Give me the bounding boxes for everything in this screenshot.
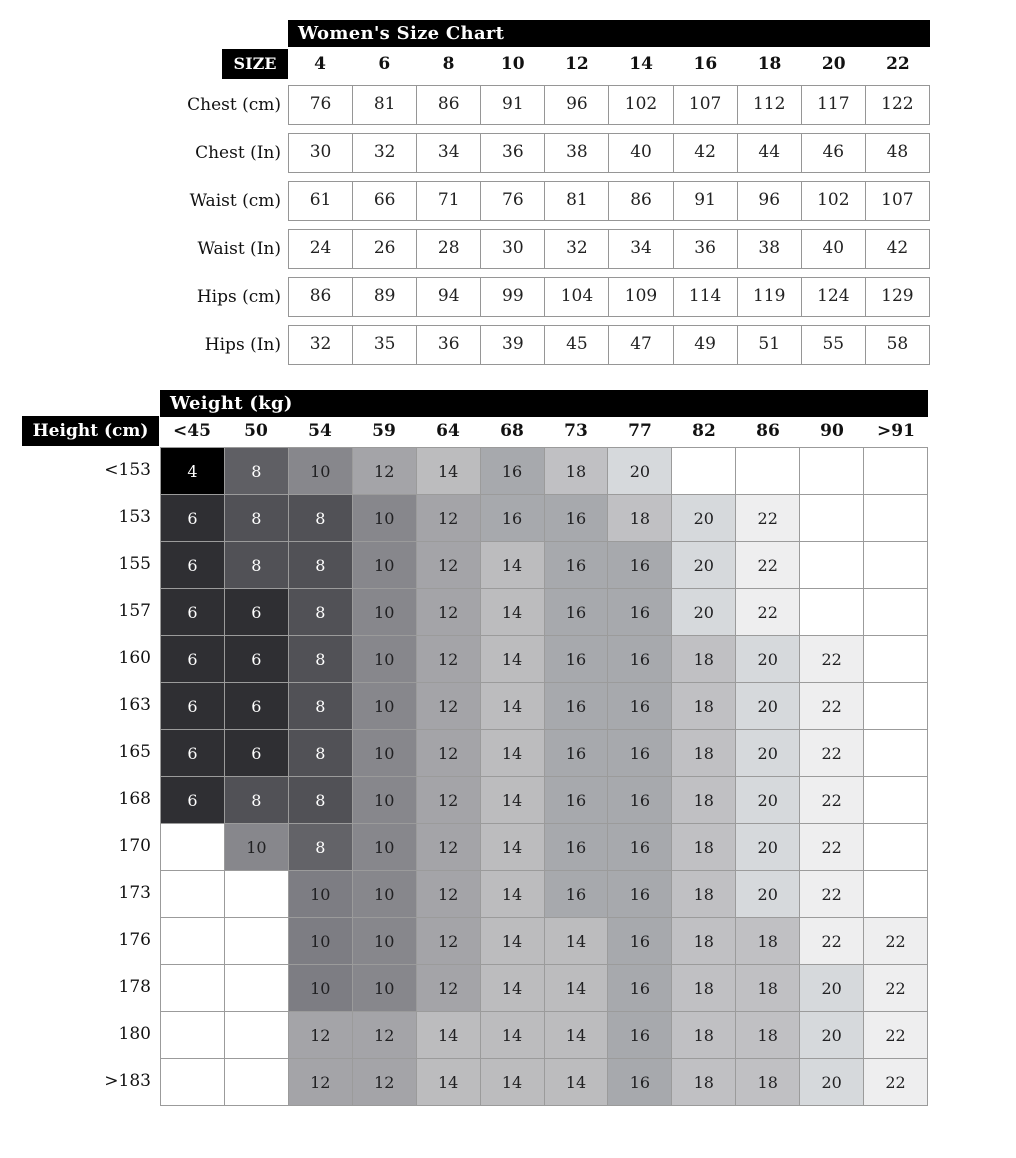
- size-finder-cell: 18: [608, 495, 672, 542]
- measure-row-label: Waist (cm): [189, 191, 281, 211]
- size-finder-cell: [161, 1012, 225, 1059]
- measure-cell: 96: [737, 182, 801, 220]
- size-finder-cell: 16: [545, 589, 609, 636]
- measure-row-label: Chest (cm): [187, 95, 281, 115]
- height-row-label: 168: [118, 789, 151, 809]
- size-finder-cell: 16: [608, 918, 672, 965]
- size-finder-cell: 6: [161, 542, 225, 589]
- size-finder-cell: 14: [417, 1012, 481, 1059]
- size-header-row: [288, 49, 930, 79]
- size-col-header: 20: [821, 54, 846, 74]
- size-col-header: 6: [378, 54, 391, 74]
- height-row-label: 160: [118, 648, 151, 668]
- height-corner-label: Height (cm): [22, 416, 159, 446]
- measure-cell: 36: [416, 326, 480, 364]
- size-finder-cell: 22: [736, 495, 800, 542]
- size-finder-cell: 22: [800, 824, 864, 871]
- size-finder-cell: 12: [353, 448, 417, 495]
- size-finder-cell: 8: [289, 777, 353, 824]
- size-finder-cell: [864, 730, 928, 777]
- size-finder-cell: 8: [225, 495, 289, 542]
- measure-row: [288, 229, 930, 269]
- measure-cell: 44: [737, 134, 801, 172]
- size-finder-cell: 16: [608, 777, 672, 824]
- size-finder-cell: 18: [736, 1059, 800, 1106]
- measure-cell: 39: [480, 326, 544, 364]
- size-finder-cell: 10: [289, 448, 353, 495]
- measure-cell: 104: [544, 278, 608, 316]
- measure-cell: 32: [352, 134, 416, 172]
- weight-col-header: >91: [877, 421, 915, 441]
- size-finder-cell: 18: [736, 918, 800, 965]
- measure-row: [288, 181, 930, 221]
- size-finder-cell: 16: [608, 730, 672, 777]
- size-finder-cell: 8: [289, 589, 353, 636]
- height-row-label: 180: [118, 1024, 151, 1044]
- size-finder-cell: 10: [353, 636, 417, 683]
- size-finder-cell: 12: [353, 1059, 417, 1106]
- size-finder-cell: 14: [481, 777, 545, 824]
- size-finder-cell: [161, 824, 225, 871]
- size-finder-cell: 12: [353, 1012, 417, 1059]
- size-finder-cell: 18: [672, 824, 736, 871]
- measure-cell: 40: [801, 230, 865, 268]
- size-finder-cell: 22: [736, 589, 800, 636]
- size-finder-cell: 6: [161, 730, 225, 777]
- size-col-header: 14: [629, 54, 653, 74]
- size-col-header: 22: [886, 54, 910, 74]
- measure-row: [288, 85, 930, 125]
- size-finder-cell: 14: [481, 1012, 545, 1059]
- size-finder-cell: 14: [481, 824, 545, 871]
- measure-cell: 102: [608, 86, 672, 124]
- height-row-label: 173: [118, 883, 151, 903]
- size-finder-cell: 20: [672, 589, 736, 636]
- size-finder-cell: 12: [417, 965, 481, 1012]
- size-finder-cell: 22: [800, 683, 864, 730]
- measure-cell: 36: [673, 230, 737, 268]
- size-finder-cell: 20: [736, 683, 800, 730]
- measure-cell: 86: [309, 286, 332, 306]
- weight-col-header: 64: [436, 421, 460, 441]
- measure-cell: 49: [673, 326, 737, 364]
- size-finder-cell: 10: [353, 730, 417, 777]
- size-finder-cell: 6: [161, 495, 225, 542]
- size-finder-cell: [161, 965, 225, 1012]
- size-finder-cell: 20: [800, 965, 864, 1012]
- measure-row-label: Hips (In): [204, 335, 281, 355]
- measure-cell: 45: [544, 326, 608, 364]
- size-finder-cell: 16: [481, 495, 545, 542]
- weight-col-header: 86: [756, 421, 780, 441]
- measure-cell: 34: [608, 230, 672, 268]
- weight-col-header: <45: [173, 421, 211, 441]
- size-finder-cell: 10: [225, 824, 289, 871]
- size-finder-cell: 12: [417, 824, 481, 871]
- measure-cell: 99: [480, 278, 544, 316]
- height-row-label: 170: [118, 836, 151, 856]
- size-finder-cell: 16: [608, 683, 672, 730]
- size-finder-cell: 16: [545, 730, 609, 777]
- measure-cell: 117: [801, 86, 865, 124]
- size-finder-cell: 14: [545, 965, 609, 1012]
- size-finder-cell: 6: [161, 777, 225, 824]
- size-finder-cell: 18: [672, 1059, 736, 1106]
- measure-row: [288, 277, 930, 317]
- size-finder-cell: 8: [289, 683, 353, 730]
- size-finder-cell: 18: [672, 730, 736, 777]
- size-finder-cell: [225, 1012, 289, 1059]
- size-col-header: 16: [693, 54, 718, 74]
- weight-col-header: 50: [244, 421, 268, 441]
- size-finder-cell: 8: [225, 777, 289, 824]
- size-finder-cell: 14: [481, 589, 545, 636]
- size-finder-cell: 20: [736, 871, 800, 918]
- measure-cell: 114: [673, 278, 737, 316]
- size-finder-cell: 14: [481, 636, 545, 683]
- measure-cell: 124: [801, 278, 865, 316]
- size-finder-cell: 14: [545, 918, 609, 965]
- weight-title-bar: Weight (kg): [160, 390, 928, 417]
- size-finder-cell: 16: [608, 1012, 672, 1059]
- size-finder-cell: 6: [225, 730, 289, 777]
- size-finder-cell: 22: [736, 542, 800, 589]
- size-finder-cell: 22: [800, 871, 864, 918]
- size-finder-cell: [864, 824, 928, 871]
- size-col-header: 12: [565, 54, 589, 74]
- measure-cell: 107: [865, 182, 929, 220]
- size-finder-cell: [864, 448, 928, 495]
- weight-header-row: [160, 416, 928, 446]
- size-finder-cell: 10: [289, 871, 353, 918]
- size-finder-cell: 14: [417, 448, 481, 495]
- size-finder-cell: 10: [353, 683, 417, 730]
- measure-cell: 76: [480, 182, 544, 220]
- measure-cell: 51: [737, 326, 801, 364]
- size-finder-cell: 22: [864, 918, 928, 965]
- size-finder-cell: [800, 448, 864, 495]
- measure-cell: 32: [309, 334, 332, 354]
- size-finder-cell: [225, 871, 289, 918]
- size-finder-cell: [864, 495, 928, 542]
- size-finder-cell: [864, 636, 928, 683]
- size-finder-cell: 16: [608, 1059, 672, 1106]
- size-finder-cell: 18: [545, 448, 609, 495]
- measure-cell: 42: [673, 134, 737, 172]
- measure-row-label: Hips (cm): [196, 287, 281, 307]
- size-finder-cell: 12: [417, 542, 481, 589]
- measure-cell: 76: [309, 94, 332, 114]
- size-finder-cell: 16: [545, 777, 609, 824]
- measure-cell: 71: [416, 182, 480, 220]
- size-finder-cell: 10: [353, 871, 417, 918]
- size-finder-cell: 6: [161, 683, 225, 730]
- size-finder-cell: 22: [800, 777, 864, 824]
- size-finder-cell: 10: [353, 918, 417, 965]
- measure-cell: 91: [673, 182, 737, 220]
- weight-col-header: 59: [372, 421, 396, 441]
- size-finder-cell: 12: [417, 730, 481, 777]
- size-finder-cell: 14: [545, 1012, 609, 1059]
- size-finder-cell: 14: [481, 683, 545, 730]
- height-row-label: 178: [118, 977, 151, 997]
- size-finder-cell: 22: [800, 918, 864, 965]
- measure-cell: 94: [416, 278, 480, 316]
- size-finder-cell: 12: [417, 636, 481, 683]
- measure-cell: 24: [309, 238, 332, 258]
- size-finder-cell: 16: [545, 495, 609, 542]
- measure-cell: 81: [544, 182, 608, 220]
- size-finder-cell: 18: [672, 683, 736, 730]
- height-row-label: 176: [118, 930, 151, 950]
- size-corner-label: SIZE: [222, 49, 288, 79]
- size-finder-cell: 18: [736, 1012, 800, 1059]
- size-finder-cell: 20: [800, 1012, 864, 1059]
- size-col-header: 10: [500, 54, 525, 74]
- size-finder-cell: 18: [672, 636, 736, 683]
- size-finder-cell: 18: [672, 777, 736, 824]
- size-finder-cell: 14: [481, 542, 545, 589]
- size-finder-cell: [225, 965, 289, 1012]
- measure-cell: 66: [352, 182, 416, 220]
- measure-row: [288, 325, 930, 365]
- measure-cell: 102: [801, 182, 865, 220]
- size-finder-cell: [225, 918, 289, 965]
- size-finder-cell: [161, 871, 225, 918]
- size-finder-cell: [161, 1059, 225, 1106]
- measure-cell: 112: [737, 86, 801, 124]
- size-finder-cell: 16: [545, 636, 609, 683]
- size-finder-cell: 8: [289, 824, 353, 871]
- measure-cell: 42: [865, 230, 929, 268]
- size-finder-cell: 8: [289, 730, 353, 777]
- measure-cell: 46: [801, 134, 865, 172]
- measure-row: [288, 133, 930, 173]
- size-finder-cell: 6: [161, 636, 225, 683]
- size-finder-cell: 12: [417, 495, 481, 542]
- measure-cell: 86: [608, 182, 672, 220]
- size-finder-cell: 10: [353, 965, 417, 1012]
- measure-cell: 47: [608, 326, 672, 364]
- size-chart-title-bar: Women's Size Chart: [288, 20, 930, 47]
- height-row-label: 157: [118, 601, 151, 621]
- size-finder-cell: 20: [736, 824, 800, 871]
- measure-cell: 28: [416, 230, 480, 268]
- size-finder-cell: 8: [289, 542, 353, 589]
- measure-cell: 40: [608, 134, 672, 172]
- height-row-label: <153: [104, 460, 151, 480]
- size-finder-cell: 8: [225, 448, 289, 495]
- size-finder-cell: 10: [353, 495, 417, 542]
- size-finder-cell: [864, 777, 928, 824]
- size-finder-cell: 16: [481, 448, 545, 495]
- size-finder-cell: 14: [545, 1059, 609, 1106]
- size-finder-cell: 14: [481, 918, 545, 965]
- size-finder-cell: 20: [736, 777, 800, 824]
- size-col-header: 18: [757, 54, 782, 74]
- size-finder-cell: 14: [481, 871, 545, 918]
- measure-cell: 81: [352, 86, 416, 124]
- size-finder-cell: 10: [353, 824, 417, 871]
- size-finder-cell: [800, 495, 864, 542]
- height-row-label: 165: [118, 742, 151, 762]
- size-finder-cell: 22: [864, 965, 928, 1012]
- measure-cell: 36: [480, 134, 544, 172]
- size-finder-cell: 22: [800, 730, 864, 777]
- measure-cell: 122: [865, 86, 929, 124]
- size-finder-cell: 10: [289, 965, 353, 1012]
- size-finder-cell: 18: [672, 1012, 736, 1059]
- size-finder-cell: 12: [417, 589, 481, 636]
- measure-cell: 109: [608, 278, 672, 316]
- size-finder-cell: 16: [608, 589, 672, 636]
- measure-cell: 26: [352, 230, 416, 268]
- size-finder-cell: 12: [417, 918, 481, 965]
- size-finder-cell: 6: [225, 683, 289, 730]
- height-row-label: 155: [118, 554, 151, 574]
- measure-cell: 32: [544, 230, 608, 268]
- measure-cell: 107: [673, 86, 737, 124]
- size-finder-cell: 8: [289, 495, 353, 542]
- measure-cell: 48: [865, 134, 929, 172]
- size-finder-cell: 16: [545, 824, 609, 871]
- size-finder-grid: [160, 447, 928, 1106]
- size-col-header: 4: [314, 54, 327, 74]
- size-finder-cell: 16: [608, 824, 672, 871]
- size-finder-cell: 20: [736, 636, 800, 683]
- measure-cell: 58: [865, 326, 929, 364]
- measure-cell: 38: [737, 230, 801, 268]
- measure-cell: 89: [352, 278, 416, 316]
- measure-row-label: Waist (In): [197, 239, 281, 259]
- size-finder-cell: [672, 448, 736, 495]
- size-finder-cell: 20: [672, 495, 736, 542]
- weight-col-header: 90: [820, 421, 844, 441]
- measure-cell: 55: [801, 326, 865, 364]
- size-finder-cell: 22: [864, 1012, 928, 1059]
- measure-cell: 129: [865, 278, 929, 316]
- size-finder-cell: 16: [545, 683, 609, 730]
- measure-cell: 30: [480, 230, 544, 268]
- size-finder-cell: [864, 871, 928, 918]
- measure-cell: 61: [309, 190, 332, 210]
- height-row-label: 163: [118, 695, 151, 715]
- size-finder-cell: [864, 683, 928, 730]
- size-finder-cell: [864, 589, 928, 636]
- size-finder-cell: 12: [417, 777, 481, 824]
- measure-cell: 91: [480, 86, 544, 124]
- size-finder-cell: 20: [608, 448, 672, 495]
- height-row-label: >183: [104, 1071, 151, 1091]
- size-finder-cell: 12: [289, 1059, 353, 1106]
- size-finder-cell: 20: [800, 1059, 864, 1106]
- size-finder-cell: [864, 542, 928, 589]
- size-finder-cell: [800, 589, 864, 636]
- measure-cell: 96: [544, 86, 608, 124]
- size-finder-cell: 8: [289, 636, 353, 683]
- size-finder-cell: 16: [608, 636, 672, 683]
- measure-cell: 38: [544, 134, 608, 172]
- size-finder-cell: 16: [545, 542, 609, 589]
- size-finder-cell: 12: [417, 683, 481, 730]
- size-finder-cell: 16: [545, 871, 609, 918]
- size-finder-cell: 6: [225, 636, 289, 683]
- measure-cell: 35: [352, 326, 416, 364]
- size-finder-cell: 18: [672, 918, 736, 965]
- height-row-label: 153: [118, 507, 151, 527]
- size-finder-cell: 6: [225, 589, 289, 636]
- size-finder-cell: 16: [608, 965, 672, 1012]
- weight-col-header: 82: [692, 421, 716, 441]
- measure-cell: 119: [737, 278, 801, 316]
- size-finder-cell: 8: [225, 542, 289, 589]
- size-col-header: 8: [442, 54, 455, 74]
- weight-col-header: 73: [564, 421, 588, 441]
- size-finder-cell: 10: [353, 589, 417, 636]
- measure-cell: 86: [416, 86, 480, 124]
- size-finder-cell: [161, 918, 225, 965]
- size-finder-cell: 4: [161, 448, 225, 495]
- measure-cell: 34: [416, 134, 480, 172]
- size-finder-cell: 10: [353, 542, 417, 589]
- size-finder-cell: 10: [353, 777, 417, 824]
- size-finder-cell: 22: [864, 1059, 928, 1106]
- size-finder-cell: 6: [161, 589, 225, 636]
- size-finder-cell: [736, 448, 800, 495]
- size-finder-cell: 18: [672, 965, 736, 1012]
- weight-col-header: 77: [628, 421, 652, 441]
- size-finder-cell: 14: [481, 965, 545, 1012]
- size-finder-cell: 10: [289, 918, 353, 965]
- size-finder-cell: 20: [672, 542, 736, 589]
- size-finder-cell: [800, 542, 864, 589]
- size-finder-cell: 16: [608, 871, 672, 918]
- size-finder-cell: 14: [481, 730, 545, 777]
- size-finder-cell: 18: [736, 965, 800, 1012]
- size-finder-cell: 14: [417, 1059, 481, 1106]
- measure-row-label: Chest (In): [195, 143, 281, 163]
- measure-cell: 30: [309, 142, 332, 162]
- weight-col-header: 54: [308, 421, 332, 441]
- size-finder-cell: 12: [417, 871, 481, 918]
- size-finder-cell: 20: [736, 730, 800, 777]
- size-finder-cell: 18: [672, 871, 736, 918]
- weight-col-header: 68: [500, 421, 524, 441]
- size-finder-cell: 14: [481, 1059, 545, 1106]
- size-finder-cell: 16: [608, 542, 672, 589]
- size-finder-cell: 22: [800, 636, 864, 683]
- size-finder-cell: 12: [289, 1012, 353, 1059]
- size-finder-cell: [225, 1059, 289, 1106]
